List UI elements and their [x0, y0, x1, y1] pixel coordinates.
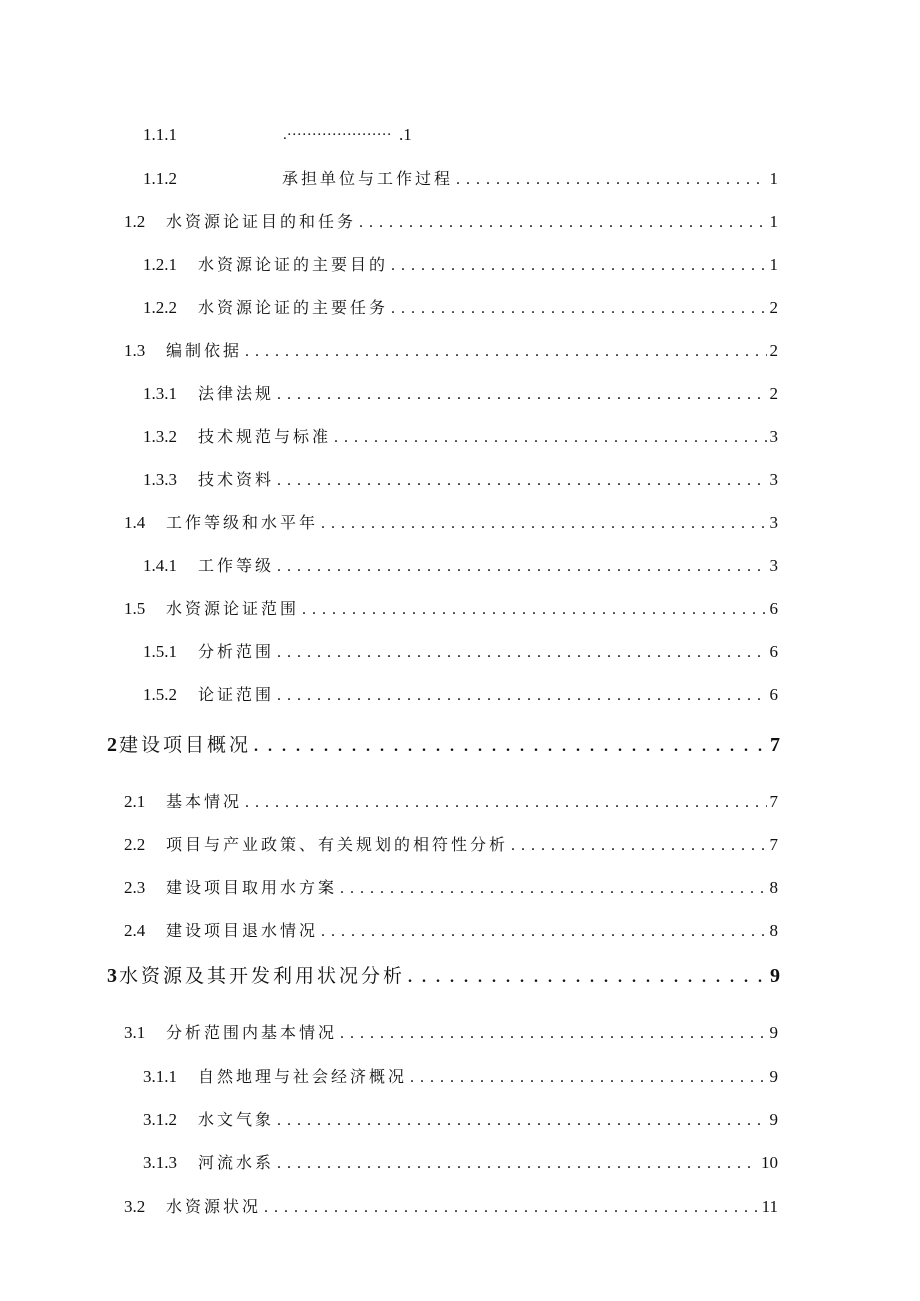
toc-entry-title: 分析范围 [198, 642, 275, 661]
toc-entry-leader [245, 792, 766, 814]
toc-entry-page: 7 [770, 734, 780, 756]
toc-entry-number: 1.2 [124, 212, 146, 231]
toc-entry-chapter-2[interactable] [107, 734, 780, 758]
toc-entry-2-3[interactable] [124, 877, 778, 900]
toc-entry-title: 项目与产业政策、有关规划的相符性分析 [166, 835, 509, 854]
toc-entry-number: 1.4 [124, 513, 146, 532]
toc-entry-page: 3 [769, 556, 778, 575]
toc-entry-1-5-1[interactable] [143, 641, 778, 664]
toc-entry-page: 6 [769, 642, 778, 661]
toc-entry-page: 8 [769, 921, 778, 940]
toc-entry-title: 水资源论证范围 [166, 599, 300, 618]
toc-entry-leader [277, 1153, 758, 1175]
toc-entry-chapter-3[interactable] [107, 965, 780, 989]
toc-entry-2-4[interactable] [124, 920, 778, 943]
toc-entry-1-3-1[interactable] [143, 383, 778, 406]
toc-entry-title: 技术规范与标准 [198, 427, 332, 446]
toc-entry-title: 水资源论证目的和任务 [166, 212, 357, 231]
toc-entry-1-2-1[interactable] [143, 254, 778, 277]
toc-entry-page: 11 [761, 1197, 778, 1216]
toc-entry-page: 3 [769, 470, 778, 489]
toc-entry-leader [277, 470, 766, 492]
toc-entry-number: 2 [107, 734, 117, 756]
toc-entry-1-3-3[interactable] [143, 469, 778, 492]
toc-entry-title: 建设项目概况 [119, 734, 252, 756]
toc-entry-leader [340, 1023, 766, 1045]
toc-entry-page: 8 [769, 878, 778, 897]
toc-entry-number: 2.3 [124, 878, 146, 897]
toc-entry-number: 1.5.2 [143, 685, 177, 704]
toc-entry-leader [277, 642, 766, 664]
toc-entry-title: 论证范围 [198, 685, 275, 704]
toc-entry-leader: .····················· [283, 127, 392, 143]
toc-entry-page: 9 [769, 1110, 778, 1129]
toc-entry-page: 2 [769, 341, 778, 360]
toc-entry-leader [456, 169, 766, 191]
toc-entry-leader [391, 298, 766, 320]
toc-entry-number: 1.3.3 [143, 470, 177, 489]
toc-entry-3-1-2[interactable] [143, 1109, 778, 1132]
toc-entry-leader [408, 967, 767, 989]
toc-entry-number: 1.3.2 [143, 427, 177, 446]
toc-entry-page: 6 [769, 685, 778, 704]
toc-entry-leader [245, 341, 766, 363]
toc-entry-page: .1 [399, 125, 412, 144]
toc-entry-leader [340, 878, 766, 900]
toc-entry-page: 2 [769, 384, 778, 403]
toc-entry-title: 工作等级 [198, 556, 275, 575]
toc-entry-1-4-1[interactable] [143, 555, 778, 578]
toc-entry-number: 1.5 [124, 599, 146, 618]
toc-entry-1-3[interactable] [124, 340, 778, 363]
toc-entry-page: 1 [769, 212, 778, 231]
toc-entry-title: 技术资料 [198, 470, 275, 489]
toc-entry-number: 1.3.1 [143, 384, 177, 403]
toc-entry-page: 3 [769, 513, 778, 532]
toc-entry-leader [334, 427, 766, 449]
toc-entry-title: 水资源论证的主要任务 [198, 298, 389, 317]
toc-entry-leader [254, 736, 767, 758]
toc-entry-3-1-1[interactable] [143, 1066, 778, 1089]
toc-entry-page: 10 [761, 1153, 778, 1172]
toc-entry-title: 建设项目退水情况 [166, 921, 319, 940]
toc-entry-page: 3 [769, 427, 778, 446]
toc-entry-number: 3.2 [124, 1197, 146, 1216]
toc-entry-title: 河流水系 [198, 1153, 275, 1172]
toc-entry-title: 分析范围内基本情况 [166, 1023, 338, 1042]
toc-entry-number: 1.3 [124, 341, 146, 360]
toc-entry-number: 1.5.1 [143, 642, 177, 661]
toc-entry-number: 3.1.2 [143, 1110, 177, 1129]
toc-entry-leader [264, 1197, 759, 1219]
toc-entry-leader [277, 556, 766, 578]
toc-entry-page: 7 [769, 792, 778, 811]
toc-entry-3-1-3[interactable] [143, 1152, 778, 1175]
toc-entry-1-5-2[interactable] [143, 684, 778, 707]
toc-entry-number: 2.1 [124, 792, 146, 811]
toc-entry-leader [302, 599, 766, 621]
toc-entry-title: 工作等级和水平年 [166, 513, 319, 532]
toc-entry-3-2[interactable] [124, 1196, 778, 1219]
toc-entry-page: 9 [769, 1023, 778, 1042]
toc-entry-title: 建设项目取用水方案 [166, 878, 338, 897]
toc-entry-number: 3.1.1 [143, 1067, 177, 1086]
toc-entry-title: 水资源论证的主要目的 [198, 255, 389, 274]
toc-entry-1-2[interactable] [124, 211, 778, 234]
toc-entry-number: 1.1.2 [143, 169, 177, 188]
toc-entry-1-3-2[interactable] [143, 426, 778, 449]
toc-entry-page: 2 [769, 298, 778, 317]
toc-entry-number: 1.2.2 [143, 298, 177, 317]
toc-entry-title: 水文气象 [198, 1110, 275, 1129]
toc-entry-1-5[interactable] [124, 598, 778, 621]
toc-entry-number: 3 [107, 965, 117, 987]
toc-entry-1-2-2[interactable] [143, 297, 778, 320]
toc-entry-2-2[interactable] [124, 834, 778, 857]
toc-entry-title: 水资源及其开发利用状况分析 [119, 965, 406, 987]
toc-entry-title: 承担单位与工作过程 [282, 169, 454, 188]
toc-entry-leader [511, 835, 766, 857]
toc-entry-number: 2.4 [124, 921, 146, 940]
toc-entry-page: 6 [769, 599, 778, 618]
toc-entry-number: 1.2.1 [143, 255, 177, 274]
toc-entry-number: 3.1 [124, 1023, 146, 1042]
toc-entry-title: 水资源状况 [166, 1197, 262, 1216]
toc-entry-page: 7 [769, 835, 778, 854]
toc-entry-1-4[interactable] [124, 512, 778, 535]
toc-entry-leader [277, 685, 766, 707]
toc-entry-leader [410, 1067, 766, 1089]
toc-entry-number: 1.1.1 [143, 125, 177, 144]
toc-entry-page: 1 [769, 255, 778, 274]
toc-entry-leader [321, 921, 766, 943]
toc-entry-number: 3.1.3 [143, 1153, 177, 1172]
toc-entry-1-1-1[interactable] [143, 124, 412, 146]
toc-entry-2-1[interactable] [124, 791, 778, 814]
toc-entry-leader [391, 255, 766, 277]
toc-entry-leader [359, 212, 766, 234]
toc-entry-page: 9 [769, 1067, 778, 1086]
toc-entry-page: 1 [769, 169, 778, 188]
toc-entry-number: 1.4.1 [143, 556, 177, 575]
toc-entry-leader [277, 384, 766, 406]
toc-entry-1-1-2[interactable] [143, 168, 778, 191]
toc-entry-page: 9 [770, 965, 780, 987]
toc-entry-title: 自然地理与社会经济概况 [198, 1067, 408, 1086]
toc-entry-title: 法律法规 [198, 384, 275, 403]
toc-entry-leader [277, 1110, 766, 1132]
toc-entry-3-1[interactable] [124, 1022, 778, 1045]
toc-entry-number: 2.2 [124, 835, 146, 854]
toc-entry-leader [321, 513, 766, 535]
toc-entry-title: 编制依据 [166, 341, 243, 360]
toc-entry-title: 基本情况 [166, 792, 243, 811]
